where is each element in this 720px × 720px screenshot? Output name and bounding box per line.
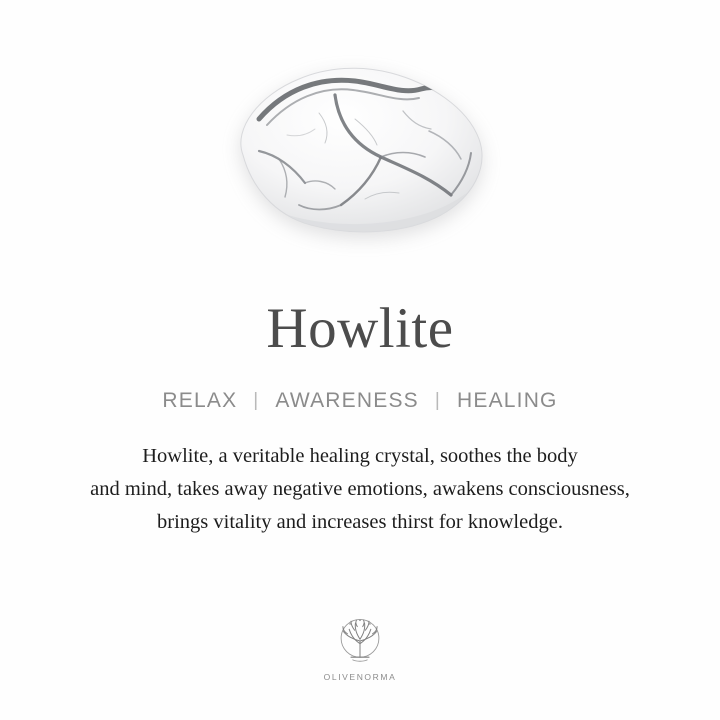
description-line: brings vitality and increases thirst for knowledge. (157, 511, 563, 533)
page-title: Howlite (266, 297, 454, 360)
description-line: Howlite, a veritable healing crystal, soothes the body (142, 445, 578, 467)
howlite-stone-image (215, 59, 505, 239)
stone-image-area (0, 0, 720, 290)
keyword-list (148, 389, 571, 413)
keyword-item: HEALING (457, 389, 558, 412)
keyword-item: RELAX (162, 389, 238, 412)
brand-footer (0, 614, 720, 682)
description-line: and mind, takes away negative emotions, awakens consciousness, (90, 478, 630, 500)
product-description (30, 440, 690, 539)
brand-name: OLIVENORMA (323, 672, 397, 682)
keyword-separator: | (253, 390, 260, 411)
keyword-separator: | (434, 390, 441, 411)
stone-illustration (215, 59, 505, 239)
tree-of-life-icon (333, 614, 387, 668)
keyword-item: AWARENESS (275, 389, 419, 412)
